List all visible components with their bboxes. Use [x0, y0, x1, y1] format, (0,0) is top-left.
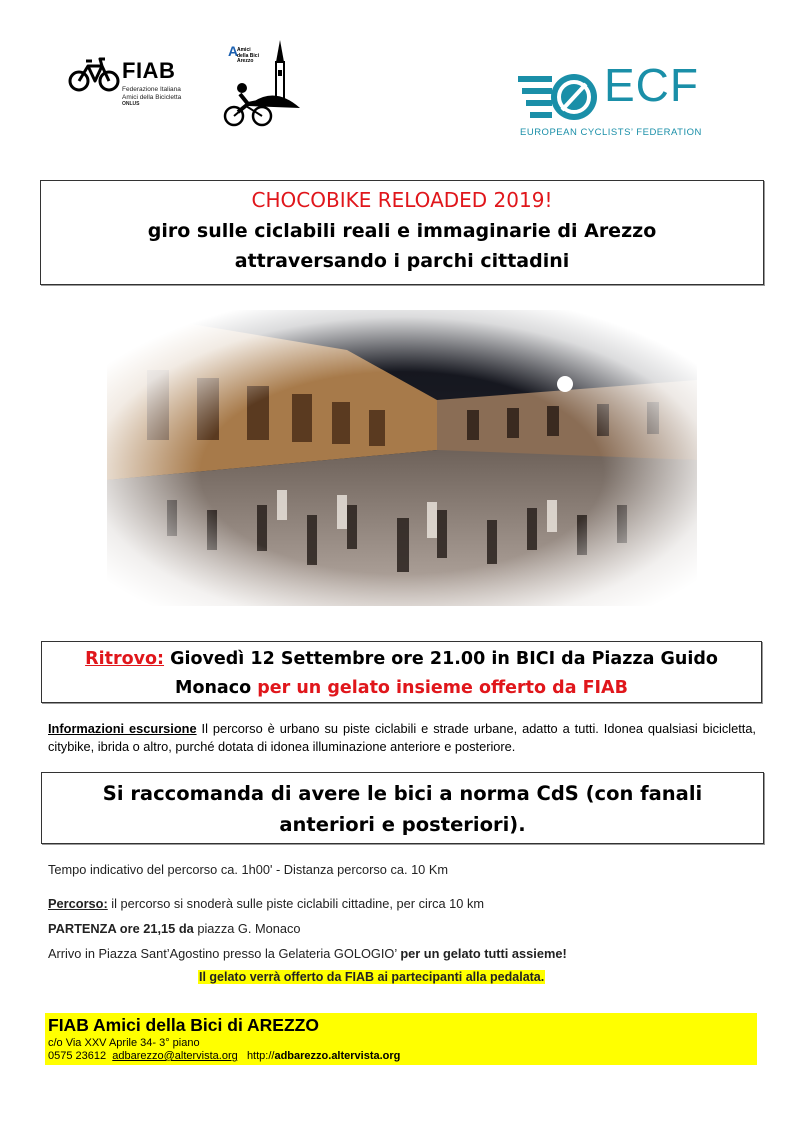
fiab-wordmark: FIAB [122, 58, 176, 83]
fiab-subtitle: Federazione Italiana Amici della Bicicletta ONLUS [122, 86, 182, 107]
bicycle-icon [68, 54, 122, 94]
gelato-offer: per un gelato insieme offerto da FIAB [257, 678, 628, 698]
event-subtitle-1: giro sulle ciclabili reali e immaginarie di Arezzo [147, 220, 657, 242]
amici-della-bici-logo: A Amici della Bici Arezzo [218, 36, 310, 128]
event-subtitle-2: attraversando i parchi cittadini [234, 250, 570, 272]
meeting-line-1: Ritrovo: Giovedì 12 Settembre ore 21.00 in BICI da Piazza Guido [85, 649, 718, 669]
route-line: Percorso: il percorso si snoderà sulle piste ciclabili cittadine, per circa 10 km [48, 896, 484, 911]
meeting-label: Ritrovo: [85, 649, 165, 669]
time-distance: Tempo indicativo del percorso ca. 1h00' - Distanza percorso ca. 10 Km [48, 862, 449, 877]
arrival-line: Arrivo in Piazza Sant’Agostino presso la Gelateria GOLOGIO’ per un gelato tutti assieme! [48, 946, 567, 961]
footer-phone: 0575 23612 [48, 1050, 107, 1062]
footer-web-link[interactable]: http://adbarezzo.altervista.org [246, 1050, 401, 1062]
gelato-note: Il gelato verrà offerto da FIAB ai partecipanti alla pedalata. [199, 970, 545, 984]
footer-email-link[interactable]: adbarezzo@altervista.org [112, 1050, 238, 1062]
footer-title: FIAB Amici della Bici di AREZZO [48, 1015, 319, 1035]
recommendation-box: Si raccomanda di avere le bici a norma CdS (con fanali anteriori e posteriori). [41, 772, 764, 844]
meeting-box [41, 641, 762, 703]
svg-text:A: A [228, 43, 239, 59]
footer-contacts [48, 1050, 400, 1062]
fiab-logo [68, 50, 198, 116]
footer-address: c/o Via XXV Aprile 34- 3° piano [48, 1037, 200, 1049]
info-label: Informazioni escursione [48, 721, 197, 736]
event-photo [107, 310, 697, 606]
departure-line: PARTENZA ore 21,15 da piazza G. Monaco [48, 921, 301, 936]
footer-contact [45, 1013, 757, 1065]
ecf-logo [518, 59, 728, 144]
title-box [40, 180, 764, 285]
ecf-wheel-icon [518, 68, 602, 128]
event-title: CHOCOBIKE RELOADED 2019! [251, 188, 553, 212]
meeting-line-2: Monaco per un gelato insieme offerto da FIAB [175, 678, 628, 698]
ecf-wordmark: ECF [604, 59, 699, 111]
ecf-subtitle: EUROPEAN CYCLISTS’ FEDERATION [520, 127, 702, 138]
info-paragraph: Informazioni escursione Il percorso è urbano su piste ciclabili e strade urbane, adatto a tutti. Idonea qualsiasi bicicletta, citybike, ibrida o altro, purché dotata di idonea illuminazione anteriore e posteriore. [48, 721, 756, 754]
